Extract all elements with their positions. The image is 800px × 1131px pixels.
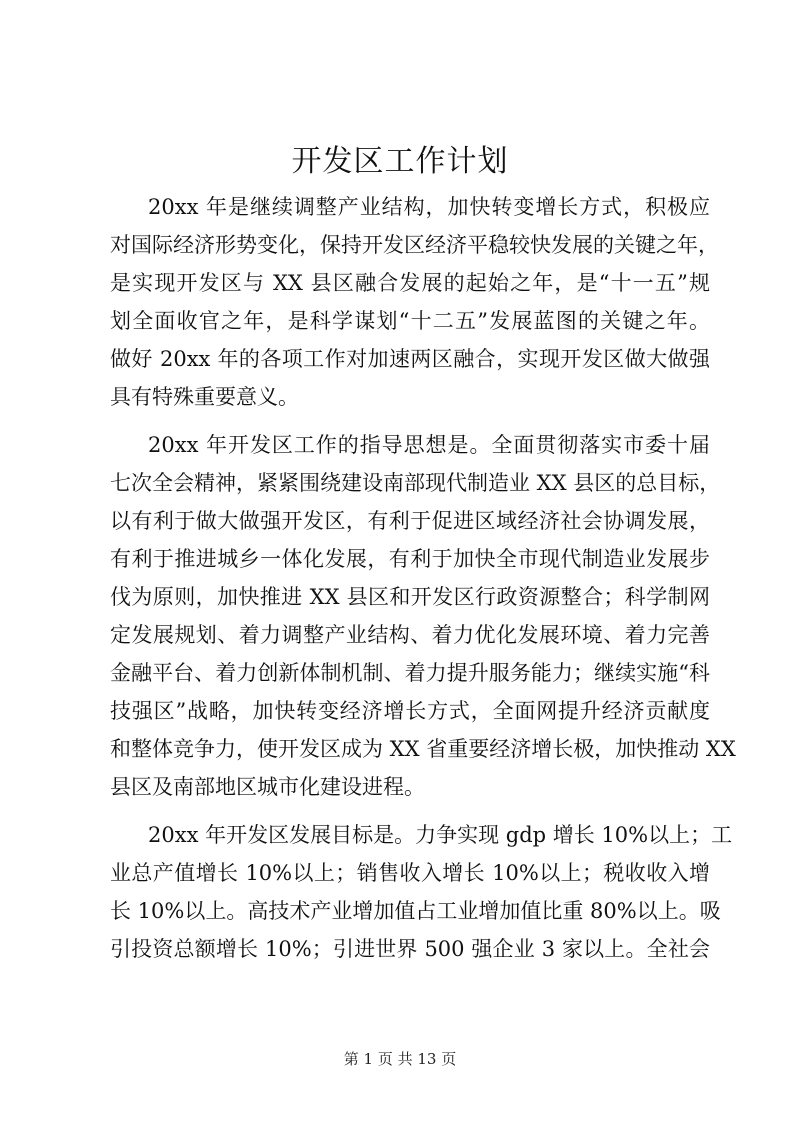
paragraph-2-line-10: 县区及南部地区城市化建设进程。 — [110, 775, 425, 799]
paragraph-1-line-4: 划全面收官之年，是科学谋划“十二五”发展蓝图的关键之年。 — [110, 309, 710, 333]
paragraph-3-line-4: 引投资总额增长 10%；引进世界 500 强企业 3 家以上。全社会 — [110, 937, 710, 961]
paragraph-2-line-8: 技强区”战略，加快转变经济增长方式，全面网提升经济贡献度 — [110, 699, 710, 723]
paragraph-2-line-7: 金融平台、着力创新体制机制、着力提升服务能力；继续实施“科 — [110, 661, 710, 685]
paragraph-2-line-6: 定发展规划、着力调整产业结构、着力优化发展环境、着力完善 — [110, 623, 710, 647]
paragraph-2-line-3: 以有利于做大做强开发区，有利于促进区域经济社会协调发展， — [110, 509, 710, 533]
paragraph-3-line-3: 长 10%以上。高技术产业增加值占工业增加值比重 80%以上。吸 — [110, 899, 721, 923]
paragraph-3-line-2: 业总产值增长 10%以上；销售收入增长 10%以上；税收收入增 — [110, 861, 710, 885]
paragraph-1-line-3: 是实现开发区与 XX 县区融合发展的起始之年，是“十一五”规 — [110, 271, 710, 295]
paragraph-2-line-5: 伐为原则，加快推进 XX 县区和开发区行政资源整合；科学制网 — [110, 585, 710, 609]
paragraph-1-line-5: 做好 20xx 年的各项工作对加速两区融合，实现开发区做大做强 — [110, 347, 710, 371]
paragraph-1-line-2: 对国际经济形势变化，保持开发区经济平稳较快发展的关键之年， — [110, 233, 719, 257]
document-title: 开发区工作计划 — [291, 144, 509, 179]
paragraph-2-line-9: 和整体竞争力，使开发区成为 XX 省重要经济增长极，加快推动 XX — [110, 737, 736, 761]
paragraph-2-line-2: 七次全会精神，紧紧围绕建设南部现代制造业 XX 县区的总目标， — [110, 471, 721, 495]
paragraph-1-line-1: 20xx 年是继续调整产业结构，加快转变增长方式，积极应 — [148, 195, 710, 219]
paragraph-2-line-4: 有利于推进城乡一体化发展，有利于加快全市现代制造业发展步 — [110, 547, 710, 571]
paragraph-3-line-1: 20xx 年开发区发展目标是。力争实现 gdp 增长 10%以上；工 — [148, 823, 733, 847]
paragraph-2-line-1: 20xx 年开发区工作的指导思想是。全面贯彻落实市委十届 — [148, 433, 710, 457]
page-number-footer: 第 1 页 共 13 页 — [343, 1050, 457, 1068]
paragraph-1-line-6: 具有特殊重要意义。 — [110, 385, 299, 409]
